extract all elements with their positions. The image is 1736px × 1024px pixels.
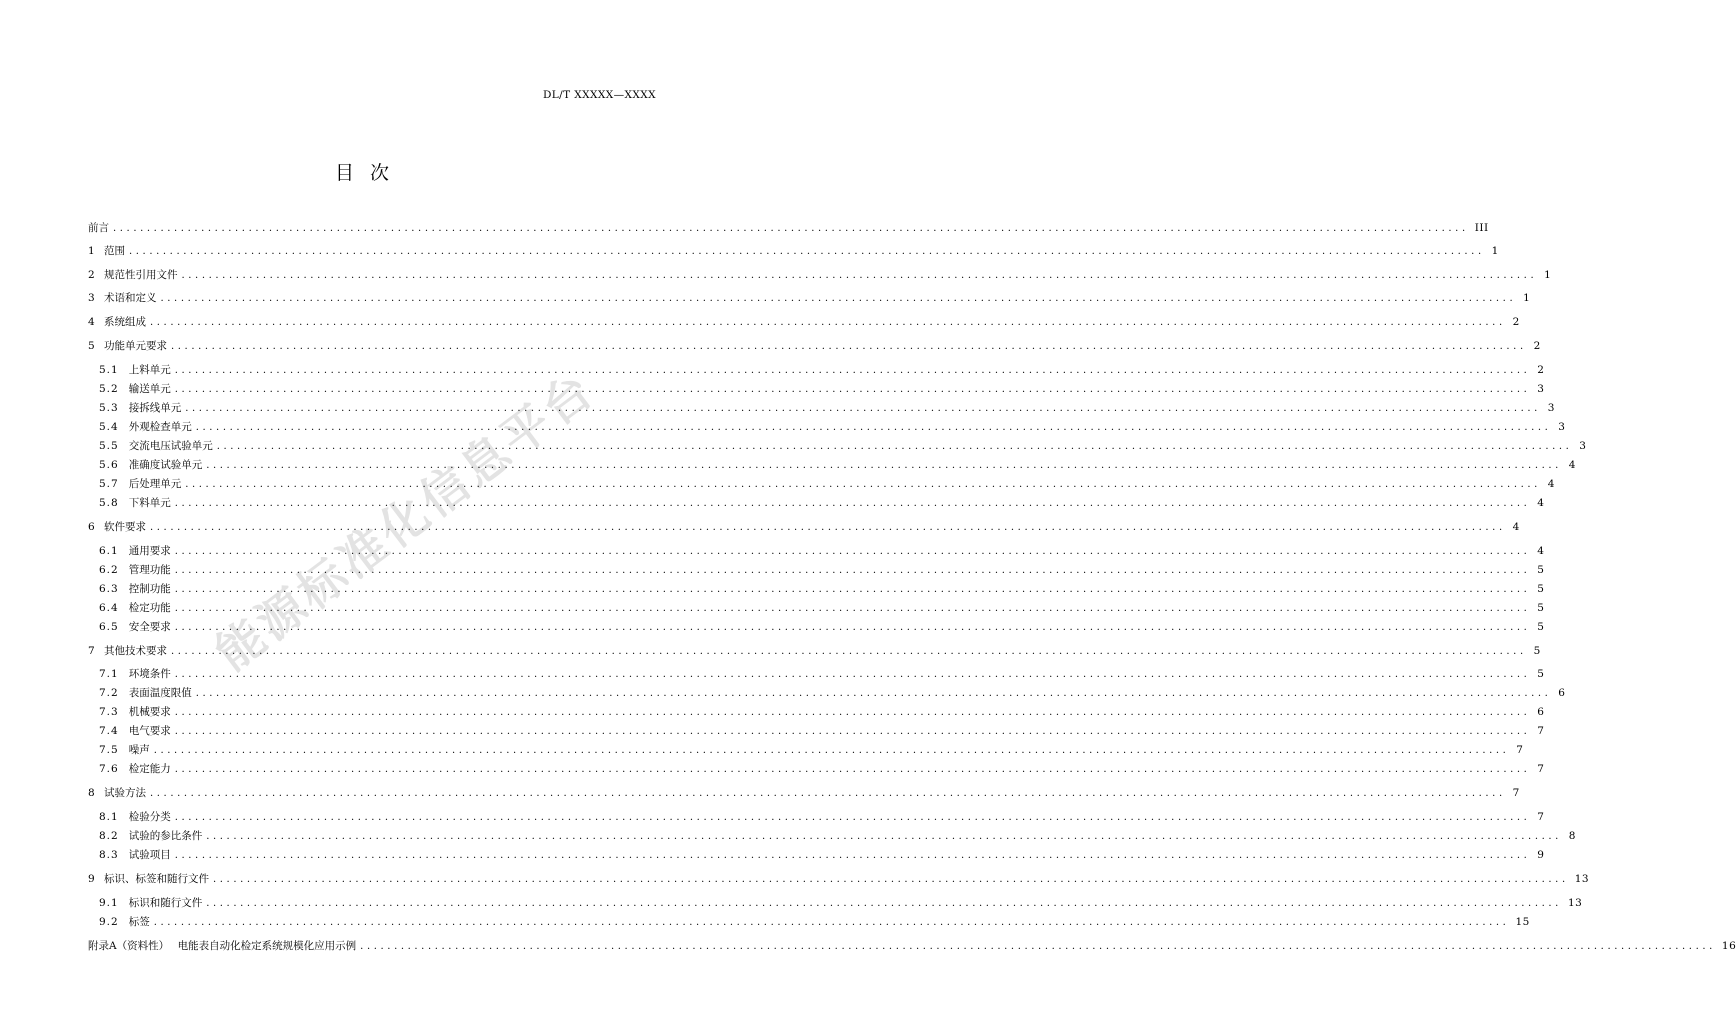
toc-entry[interactable]	[99, 896, 1583, 911]
toc-entry-label: 机械要求	[128, 706, 171, 718]
toc-entry-page: 5	[1537, 583, 1545, 595]
toc-entry-number: 5.5	[99, 440, 119, 452]
toc-entry-number: 5.2	[99, 383, 119, 395]
toc-entry-number: 7.2	[99, 687, 119, 699]
toc-leader-dots: ........................................................................................................................................................................................................	[213, 874, 1569, 885]
toc-entry-number: 6.2	[99, 564, 119, 576]
toc-entry-page: 3	[1537, 383, 1545, 395]
toc-entry-label: 安全要求	[128, 621, 171, 633]
toc-entry-page: 5	[1533, 645, 1541, 657]
toc-entry-number: 5.6	[99, 459, 119, 471]
toc-entry[interactable]	[99, 363, 1545, 378]
toc-leader-dots: ........................................................................................................................................................................................................	[150, 317, 1506, 328]
toc-entry-page: 1	[1491, 245, 1499, 257]
toc-entry-number: 7.1	[99, 668, 119, 680]
toc-entry-number: 6.1	[99, 545, 119, 557]
toc-entry[interactable]	[99, 382, 1545, 397]
toc-leader-dots: ........................................................................................................................................................................................................	[174, 812, 1531, 823]
toc-entry[interactable]	[99, 686, 1566, 701]
toc-entry-page: 4	[1547, 478, 1555, 490]
toc-entry[interactable]	[88, 644, 1541, 659]
toc-entry-page: 5	[1537, 564, 1545, 576]
toc-leader-dots: ........................................................................................................................................................................................................	[185, 403, 1541, 414]
toc-entry-number: 5.1	[99, 364, 119, 376]
toc-leader-dots: ........................................................................................................................................................................................................	[174, 565, 1531, 576]
toc-entry[interactable]	[88, 339, 1541, 354]
toc-leader-dots: ........................................................................................................................................................................................................	[174, 669, 1531, 680]
toc-entry[interactable]	[99, 762, 1545, 777]
toc-entry-label: 附录A（资料性） 电能表自动化检定系统规模化应用示例	[88, 940, 357, 952]
toc-leader-dots: ........................................................................................................................................................................................................	[195, 688, 1552, 699]
toc-entry-page: 7	[1516, 744, 1524, 756]
toc-entry[interactable]	[99, 458, 1576, 473]
toc-entry-label: 试验项目	[128, 849, 171, 861]
toc-entry-label: 管理功能	[128, 564, 171, 576]
standard-code: DL/T XXXXX—XXXX	[542, 89, 656, 101]
toc-leader-dots: ........................................................................................................................................................................................................	[181, 270, 1538, 281]
toc-entry-number: 8.2	[99, 830, 119, 842]
watermark: 能源标准化信息平台	[206, 361, 606, 682]
toc-entry-page: 6	[1537, 706, 1545, 718]
toc-entry[interactable]	[99, 439, 1587, 454]
toc-entry-number: 6.3	[99, 583, 119, 595]
toc-leader-dots: ........................................................................................................................................................................................................	[174, 365, 1531, 376]
toc-entry-page: 5	[1537, 602, 1545, 614]
toc-entry-number: 5.8	[99, 497, 119, 509]
toc-entry[interactable]	[99, 563, 1545, 578]
toc-entry-page: 9	[1537, 849, 1545, 861]
toc-entry-page: 3	[1547, 402, 1555, 414]
toc-entry-number: 9.2	[99, 916, 119, 928]
toc-leader-dots: ........................................................................................................................................................................................................	[174, 384, 1531, 395]
toc-entry-label: 其他技术要求	[104, 645, 167, 657]
toc-leader-dots: ........................................................................................................................................................................................................	[174, 546, 1531, 557]
toc-entry-label: 范围	[104, 245, 125, 257]
toc-entry[interactable]	[88, 291, 1531, 306]
toc-entry[interactable]	[99, 420, 1566, 435]
toc-entry-page: 7	[1512, 787, 1520, 799]
toc-entry[interactable]	[99, 915, 1530, 930]
toc-entry-page: 4	[1512, 521, 1520, 533]
toc-entry-label: 检验分类	[128, 811, 171, 823]
toc-entry-number: 5	[88, 340, 95, 352]
toc-leader-dots: ........................................................................................................................................................................................................	[216, 441, 1573, 452]
toc-entry-page: 7	[1537, 811, 1545, 823]
toc-entry[interactable]	[88, 786, 1520, 801]
toc-entry-page: 7	[1537, 763, 1545, 775]
toc-entry-page: 13	[1567, 897, 1583, 909]
toc-entry-page: 3	[1558, 421, 1566, 433]
toc-leader-dots: ........................................................................................................................................................................................................	[185, 479, 1541, 490]
toc-entry-page: 4	[1537, 497, 1545, 509]
toc-entry-label: 外观检查单元	[128, 421, 192, 433]
toc-entry-label: 噪声	[128, 744, 150, 756]
toc-leader-dots: ........................................................................................................................................................................................................	[206, 898, 1562, 909]
toc-entry-label: 标签	[128, 916, 150, 928]
toc-entry-number: 6.5	[99, 621, 119, 633]
toc-entry-label: 表面温度限值	[128, 687, 192, 699]
toc-entry-label: 规范性引用文件	[104, 269, 178, 281]
toc-entry-page: 3	[1579, 440, 1587, 452]
toc-entry-page: 6	[1558, 687, 1566, 699]
toc-entry-label: 标识和随行文件	[128, 897, 203, 909]
toc-entry[interactable]	[99, 620, 1545, 635]
toc-entry-page: 7	[1537, 725, 1545, 737]
toc-entry[interactable]	[99, 705, 1545, 720]
toc-entry-label: 上料单元	[128, 364, 171, 376]
toc-leader-dots: ........................................................................................................................................................................................................	[174, 850, 1531, 861]
toc-entry-page: 2	[1533, 340, 1541, 352]
toc-entry[interactable]	[99, 601, 1545, 616]
toc-entry-label: 输送单元	[128, 383, 171, 395]
toc-entry-number: 4	[88, 316, 95, 328]
toc-leader-dots: ........................................................................................................................................................................................................	[153, 745, 1510, 756]
toc-leader-dots: ........................................................................................................................................................................................................	[206, 831, 1562, 842]
toc-entry-label: 前言	[88, 222, 109, 234]
toc-entry-number: 8.1	[99, 811, 119, 823]
toc-entry[interactable]	[99, 477, 1555, 492]
toc-entry-number: 3	[88, 292, 95, 304]
toc-entry[interactable]	[88, 520, 1520, 535]
toc-leader-dots: ........................................................................................................................................................................................................	[171, 341, 1527, 352]
toc-entry-label: 标识、标签和随行文件	[104, 873, 209, 885]
toc-leader-dots: ........................................................................................................................................................................................................	[174, 498, 1531, 509]
toc-entry[interactable]	[99, 829, 1576, 844]
toc-entry-number: 5.3	[99, 402, 119, 414]
toc-entry[interactable]	[88, 939, 1736, 954]
toc-entry-number: 6.4	[99, 602, 119, 614]
toc-entry-page: 16	[1721, 940, 1736, 952]
toc-entry[interactable]	[88, 872, 1590, 887]
toc-entry-number: 7.6	[99, 763, 119, 775]
toc-entry-page: 1	[1523, 292, 1531, 304]
toc-leader-dots: ........................................................................................................................................................................................................	[160, 293, 1517, 304]
toc-entry[interactable]	[99, 496, 1545, 511]
toc-leader-dots: ........................................................................................................................................................................................................	[113, 223, 1469, 234]
toc-leader-dots: ........................................................................................................................................................................................................	[174, 707, 1531, 718]
toc-leader-dots: ........................................................................................................................................................................................................	[174, 726, 1531, 737]
toc-leader-dots: ........................................................................................................................................................................................................	[174, 622, 1531, 633]
toc-entry-page: 5	[1537, 621, 1545, 633]
toc-leader-dots: ........................................................................................................................................................................................................	[206, 460, 1562, 471]
toc-entry-label: 准确度试验单元	[128, 459, 203, 471]
toc-leader-dots: ........................................................................................................................................................................................................	[174, 603, 1531, 614]
toc-entry[interactable]	[99, 810, 1545, 825]
toc-entry[interactable]	[99, 582, 1545, 597]
toc-entry-label: 功能单元要求	[104, 340, 167, 352]
toc-entry[interactable]	[88, 244, 1499, 259]
toc-entry-page: 8	[1568, 830, 1576, 842]
toc-title: 目次	[334, 162, 405, 184]
toc-entry-number: 7.4	[99, 725, 119, 737]
toc-entry-label: 试验的参比条件	[128, 830, 203, 842]
toc-entry-label: 检定能力	[128, 763, 171, 775]
toc-entry-page: 1	[1544, 269, 1552, 281]
toc-leader-dots: ........................................................................................................................................................................................................	[171, 646, 1527, 657]
toc-entry[interactable]	[99, 848, 1545, 863]
toc-entry[interactable]	[88, 221, 1489, 236]
toc-entry-number: 9	[88, 873, 95, 885]
toc-entry-number: 6	[88, 521, 95, 533]
toc-entry-label: 环境条件	[128, 668, 171, 680]
toc-entry-number: 9.1	[99, 897, 119, 909]
toc-leader-dots: ........................................................................................................................................................................................................	[153, 917, 1510, 928]
toc-entry-label: 通用要求	[128, 545, 171, 557]
toc-leader-dots: ........................................................................................................................................................................................................	[174, 764, 1531, 775]
toc-leader-dots: ........................................................................................................................................................................................................	[174, 584, 1531, 595]
toc-entry-page: 4	[1537, 545, 1545, 557]
toc-entry-page: 2	[1512, 316, 1520, 328]
toc-entry[interactable]	[99, 724, 1545, 739]
toc-entry-label: 后处理单元	[128, 478, 182, 490]
toc-entry-page: 15	[1515, 916, 1530, 928]
toc-entry-number: 7.5	[99, 744, 119, 756]
toc-entry-page: 4	[1568, 459, 1576, 471]
toc-entry-label: 交流电压试验单元	[128, 440, 213, 452]
toc-entry-number: 7.3	[99, 706, 119, 718]
toc-entry-page: 5	[1537, 668, 1545, 680]
toc-leader-dots: ........................................................................................................................................................................................................	[150, 522, 1506, 533]
toc-entry-number: 7	[88, 645, 95, 657]
toc-entry-page: 2	[1537, 364, 1545, 376]
toc-entry-number: 8	[88, 787, 95, 799]
toc-entry-number: 5.7	[99, 478, 119, 490]
toc-entry-label: 系统组成	[104, 316, 146, 328]
toc-entry-number: 5.4	[99, 421, 119, 433]
toc-leader-dots: ........................................................................................................................................................................................................	[129, 246, 1485, 257]
toc-entry[interactable]	[99, 743, 1524, 758]
toc-entry-label: 电气要求	[128, 725, 171, 737]
toc-entry-label: 接拆线单元	[128, 402, 182, 414]
toc-entry-label: 试验方法	[104, 787, 146, 799]
toc-entry-number: 2	[88, 269, 95, 281]
toc-leader-dots: ........................................................................................................................................................................................................	[150, 788, 1506, 799]
toc-entry[interactable]	[99, 401, 1555, 416]
toc-leader-dots: ........................................................................................................................................................................................................	[360, 941, 1716, 952]
toc-entry[interactable]	[99, 667, 1545, 682]
toc-entry-label: 下料单元	[128, 497, 171, 509]
toc-entry-number: 1	[88, 245, 95, 257]
toc-entry[interactable]	[88, 315, 1520, 330]
toc-entry-label: 术语和定义	[104, 292, 157, 304]
toc-entry[interactable]	[88, 268, 1552, 283]
toc-entry-label: 控制功能	[128, 583, 171, 595]
toc-entry-page: III	[1474, 222, 1489, 234]
toc-entry[interactable]	[99, 544, 1545, 559]
toc-entry-page: 13	[1574, 873, 1590, 885]
toc-entry-label: 软件要求	[104, 521, 146, 533]
toc-entry-number: 8.3	[99, 849, 119, 861]
toc-entry-label: 检定功能	[128, 602, 171, 614]
toc-leader-dots: ........................................................................................................................................................................................................	[195, 422, 1552, 433]
